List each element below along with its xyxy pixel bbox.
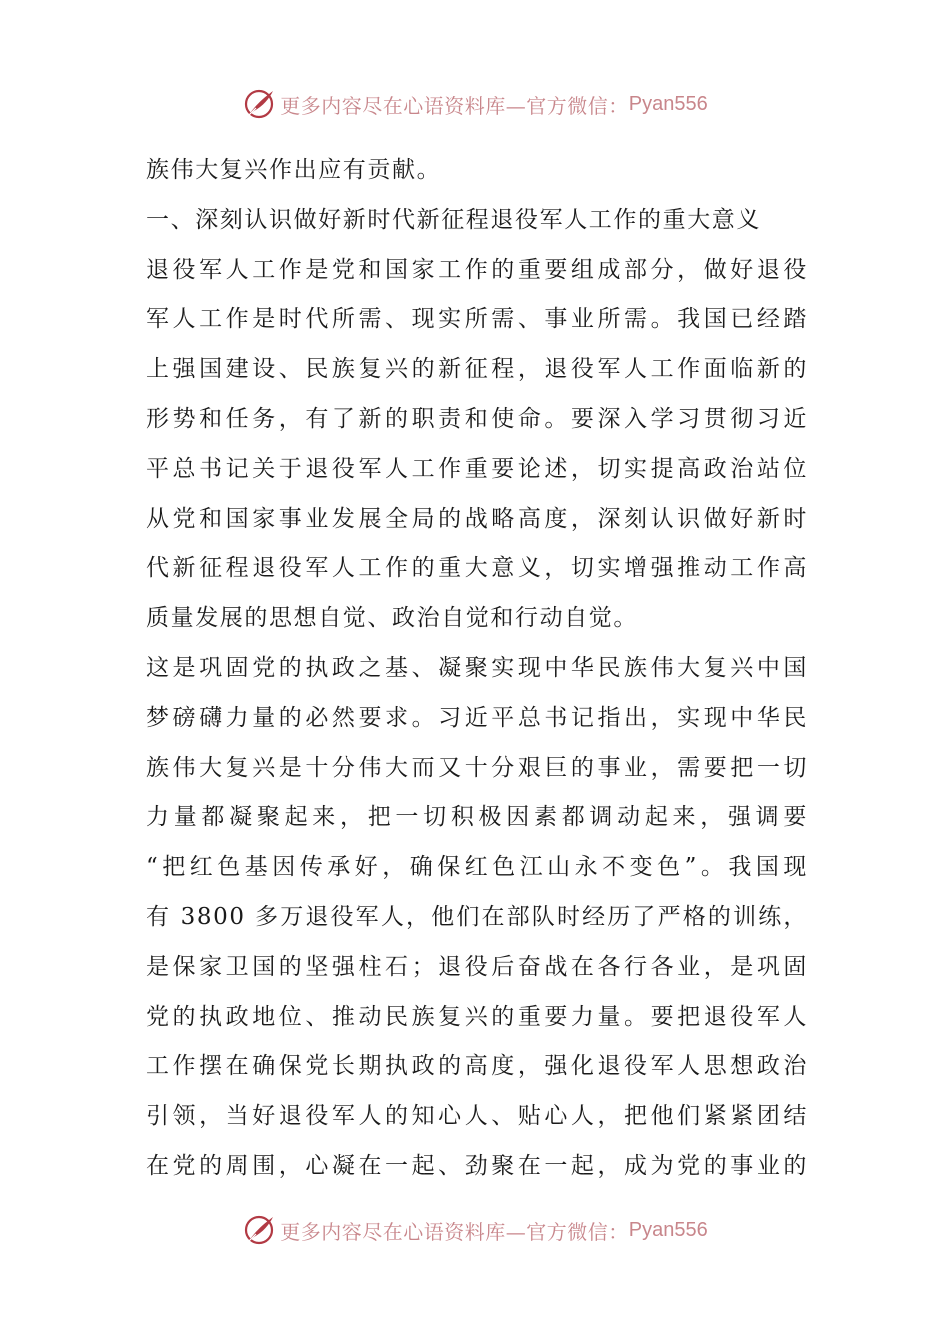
text-line: 梦磅礴力量的必然要求。习近平总书记指出，实现中华民 — [146, 704, 808, 731]
text-line: 引领，当好退役军人的知心人、贴心人，把他们紧紧团结 — [146, 1103, 808, 1130]
text-line: 力量都凝聚起来，把一切积极因素都调动起来，强调要 — [146, 804, 808, 831]
text-line: 党的执政地位、推动民族复兴的重要力量。要把退役军人 — [146, 1003, 808, 1030]
text-line: 上强国建设、民族复兴的新征程，退役军人工作面临新的 — [146, 356, 808, 383]
quill-logo-icon — [242, 1213, 276, 1247]
text-line: 在党的周围，心凝在一起、劲聚在一起，成为党的事业的 — [146, 1152, 808, 1179]
footer-banner — [0, 1210, 950, 1250]
header-banner — [0, 84, 950, 124]
header-banner-wechat-id: Pyan556 — [628, 92, 708, 115]
section-heading: 一、深刻认识做好新时代新征程退役军人工作的重大意义 — [146, 206, 761, 233]
footer-banner-text: 更多内容尽在心语资料库—官方微信： — [280, 1219, 629, 1244]
text-line: 军人工作是时代所需、现实所需、事业所需。我国已经踏 — [146, 306, 808, 333]
document-body — [146, 146, 808, 1192]
text-line: 这是巩固党的执政之基、凝聚实现中华民族伟大复兴中国 — [146, 654, 808, 681]
text-line: 族伟大复兴是十分伟大而又十分艰巨的事业，需要把一切 — [146, 754, 808, 781]
text-line: “把红色基因传承好，确保红色江山永不变色”。我国现 — [146, 854, 808, 881]
text-line: 退役军人工作是党和国家工作的重要组成部分，做好退役 — [146, 256, 808, 283]
text-line: 代新征程退役军人工作的重大意义，切实增强推动工作高 — [146, 555, 808, 582]
text-line: 族伟大复兴作出应有贡献。 — [146, 157, 442, 183]
header-banner-text: 更多内容尽在心语资料库—官方微信： — [280, 93, 629, 118]
text-line: 是保家卫国的坚强柱石；退役后奋战在各行各业，是巩固 — [146, 953, 808, 980]
text-line: 工作摆在确保党长期执政的高度，强化退役军人思想政治 — [146, 1053, 808, 1080]
text-line: 有 3800 多万退役军人，他们在部队时经历了严格的训练， — [146, 903, 808, 930]
text-line: 质量发展的思想自觉、政治自觉和行动自觉。 — [146, 605, 638, 632]
text-line: 从党和国家事业发展全局的战略高度，深刻认识做好新时 — [146, 505, 808, 532]
quill-logo-icon — [242, 87, 276, 121]
text-line: 平总书记关于退役军人工作重要论述，切实提高政治站位 — [146, 455, 808, 482]
text-line: 形势和任务，有了新的职责和使命。要深入学习贯彻习近 — [146, 405, 808, 432]
footer-banner-wechat-id: Pyan556 — [628, 1218, 708, 1241]
